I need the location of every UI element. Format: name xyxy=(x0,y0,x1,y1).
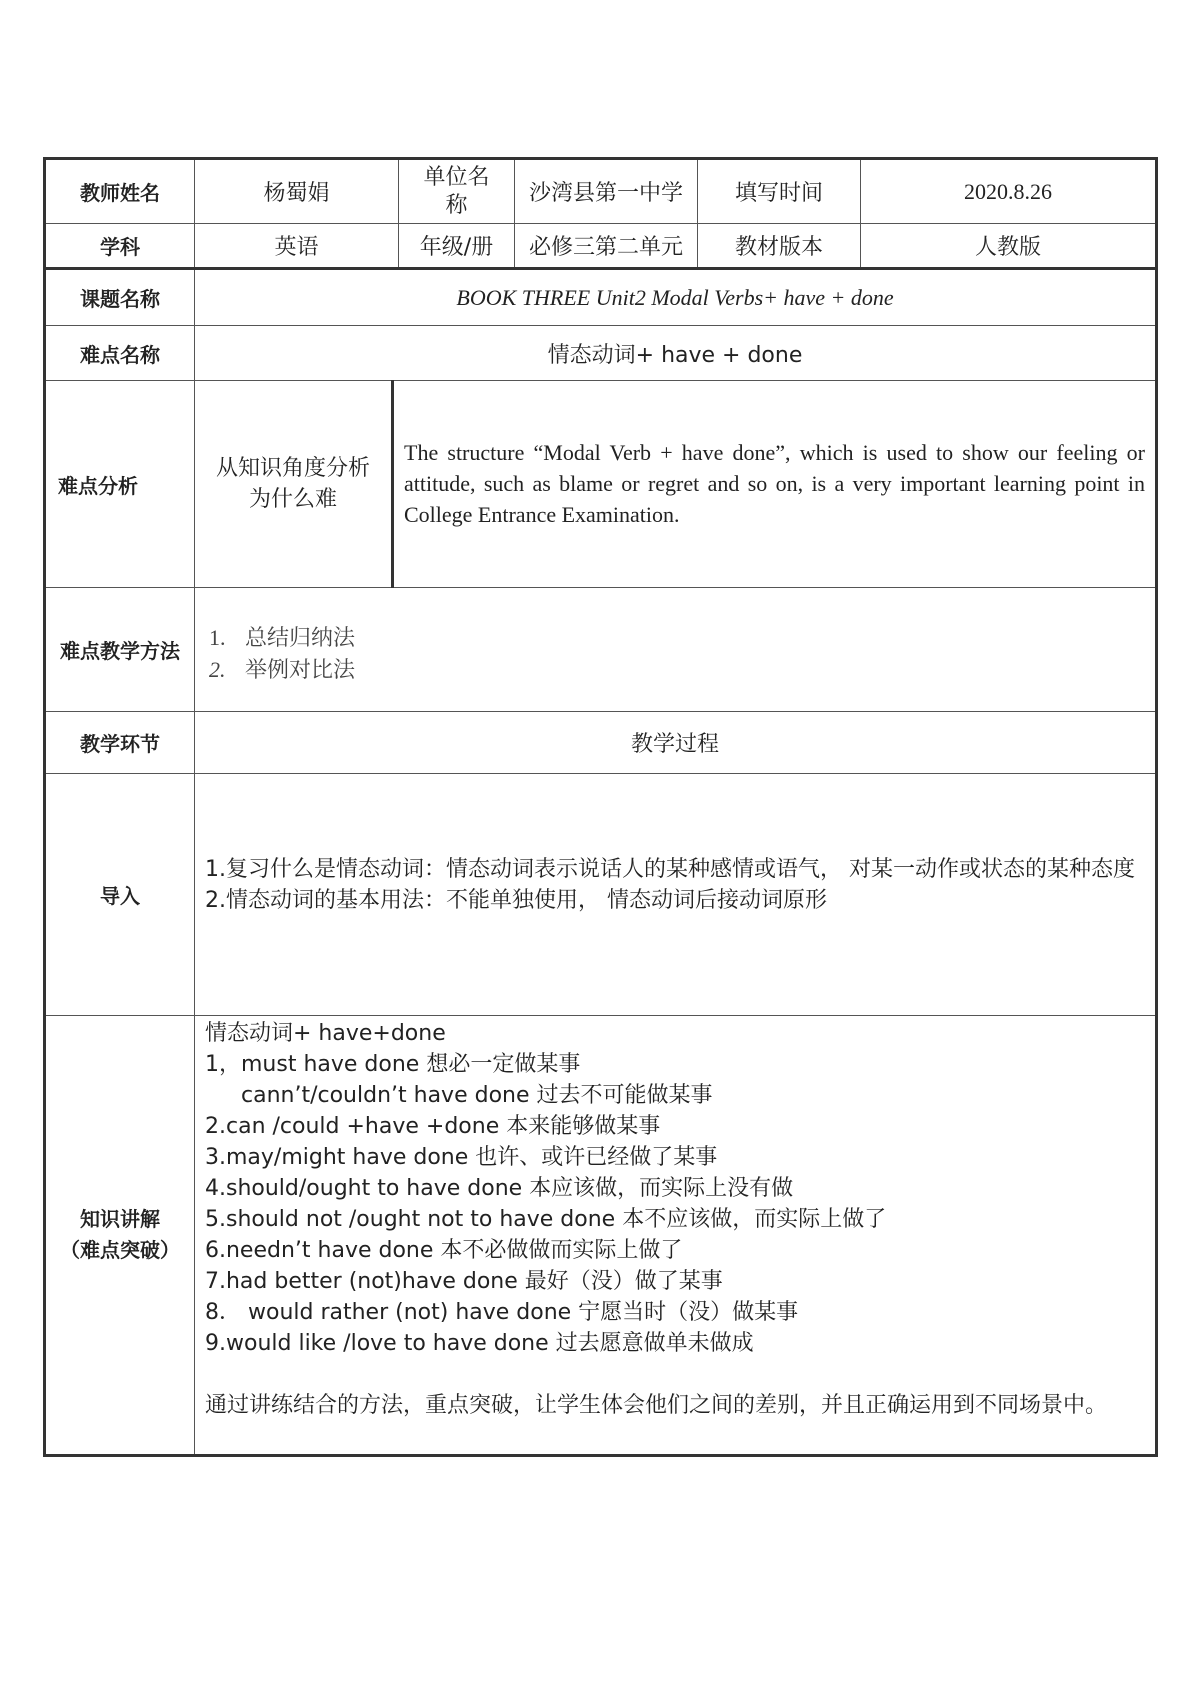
lesson-plan-table xyxy=(43,157,1158,1457)
knowledge-line: cann’t/couldn’t have done 过去不可能做某事 xyxy=(241,1083,713,1108)
knowledge-label-line-1: 知识讲解 xyxy=(80,1207,160,1231)
knowledge-label-line-2: （难点突破） xyxy=(60,1238,180,1262)
knowledge-label xyxy=(45,1016,195,1456)
method-item: 2. 举例对比法 xyxy=(209,657,356,683)
unit-name-label: 单位名称 xyxy=(399,159,515,224)
info-row-2 xyxy=(45,224,1157,269)
teacher-name-label: 教师姓名 xyxy=(45,159,195,224)
grade-value: 必修三第二单元 xyxy=(515,224,698,269)
topic-row xyxy=(45,269,1157,326)
process-value: 教学过程 xyxy=(195,712,1157,774)
knowledge-line: 2.can /could +have +done 本来能够做某事 xyxy=(205,1114,661,1139)
process-row xyxy=(45,712,1157,774)
knowledge-cell xyxy=(195,1016,1157,1456)
difficulty-label: 难点名称 xyxy=(45,326,195,381)
topic-label: 课题名称 xyxy=(45,269,195,326)
knowledge-line: 8． would rather (not) have done 宁愿当时（没）做某事 xyxy=(205,1300,799,1325)
edition-label: 教材版本 xyxy=(698,224,861,269)
knowledge-heading: 情态动词+ have+done xyxy=(205,1021,446,1046)
subject-value: 英语 xyxy=(195,224,399,269)
intro-row xyxy=(45,774,1157,1016)
methods-label: 难点教学方法 xyxy=(45,588,195,712)
fill-date-value: 2020.8.26 xyxy=(861,159,1157,224)
intro-line-2: 2.情态动词的基本用法：不能单独使用， 情态动词后接动词原形 xyxy=(205,888,827,913)
intro-cell xyxy=(195,774,1157,1016)
fill-date-label: 填写时间 xyxy=(698,159,861,224)
difficulty-value: 情态动词+ have + done xyxy=(195,326,1157,381)
method-item: 1. 总结归纳法 xyxy=(209,625,356,651)
edition-value: 人教版 xyxy=(861,224,1157,269)
analysis-text: The structure “Modal Verb + have done”, which is used to show our feeling or attitude, such as blame or regret and so on, is a very important learning point in College Entrance Examination. xyxy=(404,440,1146,527)
difficulty-row xyxy=(45,326,1157,381)
knowledge-line: 3.may/might have done 也许、或许已经做了某事 xyxy=(205,1145,718,1170)
teacher-name-value: 杨蜀娟 xyxy=(195,159,399,224)
unit-name-value: 沙湾县第一中学 xyxy=(515,159,698,224)
topic-value: BOOK THREE Unit2 Modal Verbs+ have + done xyxy=(195,269,1157,326)
methods-cell xyxy=(195,588,1157,712)
analysis-label: 难点分析 xyxy=(45,381,195,588)
analysis-row xyxy=(45,381,1157,588)
info-row-1 xyxy=(45,159,1157,224)
grade-label: 年级/册 xyxy=(399,224,515,269)
knowledge-row xyxy=(45,1016,1157,1456)
knowledge-summary: 通过讲练结合的方法，重点突破，让学生体会他们之间的差别，并且正确运用到不同场景中。 xyxy=(205,1393,1108,1418)
methods-list xyxy=(195,622,1155,686)
knowledge-line: 6.needn’t have done 本不必做做而实际上做了 xyxy=(205,1238,683,1263)
lesson-plan-sheet xyxy=(43,157,1155,1457)
knowledge-line: 1，must have done 想必一定做某事 xyxy=(205,1052,581,1077)
knowledge-line: 4.should/ought to have done 本应该做，而实际上没有做 xyxy=(205,1176,794,1201)
analysis-sublabel: 从知识角度分析为什么难 xyxy=(195,381,393,588)
subject-label: 学科 xyxy=(45,224,195,269)
methods-row xyxy=(45,588,1157,712)
intro-label: 导入 xyxy=(45,774,195,1016)
analysis-text-cell xyxy=(393,381,1157,588)
knowledge-line: 7.had better (not)have done 最好（没）做了某事 xyxy=(205,1269,723,1294)
knowledge-line: 5.should not /ought not to have done 本不应该做，而实际上做了 xyxy=(205,1207,887,1232)
intro-line-1: 1.复习什么是情态动词：情态动词表示说话人的某种感情或语气， 对某一动作或状态的某种态度 xyxy=(205,857,1135,882)
process-label: 教学环节 xyxy=(45,712,195,774)
knowledge-line: 9.would like /love to have done 过去愿意做单未做成 xyxy=(205,1331,754,1356)
